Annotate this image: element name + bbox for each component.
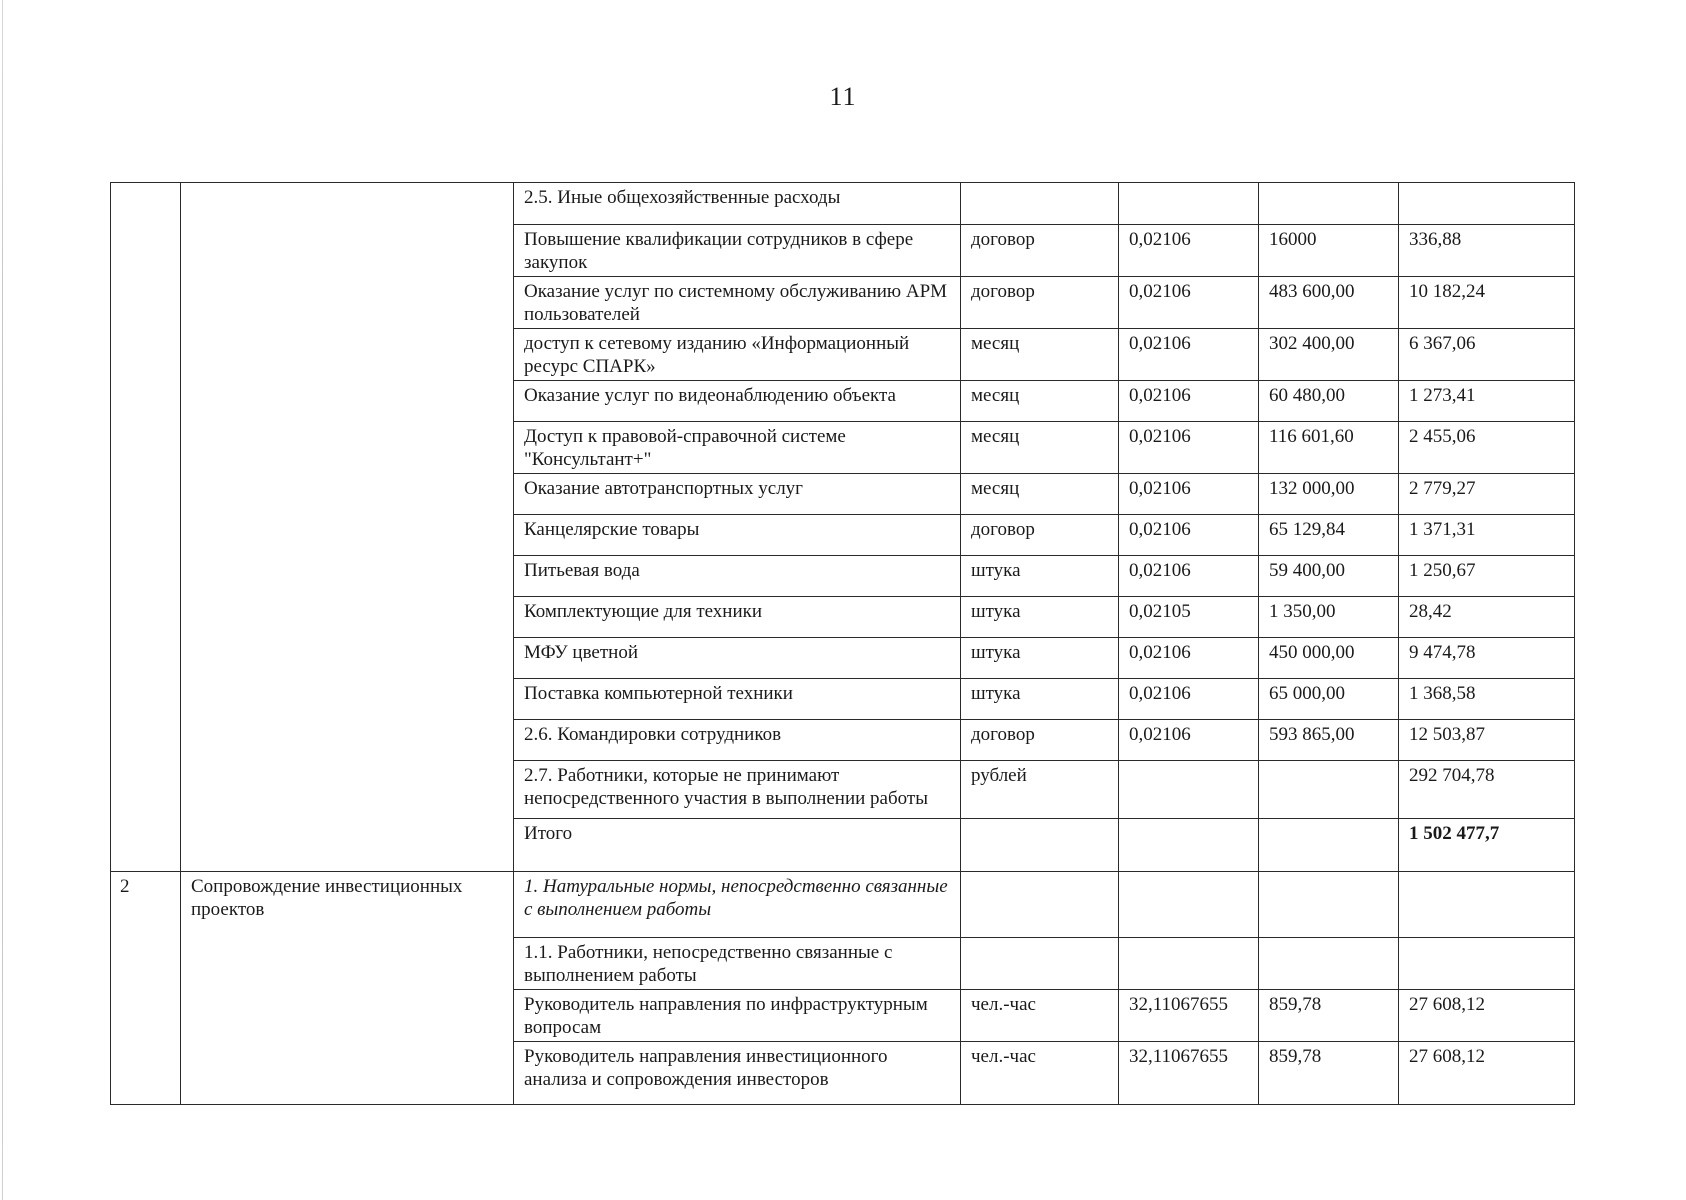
item-name-cell: Повышение квалификации сотрудников в сфере закупок [514, 225, 961, 277]
sum-cell [1399, 183, 1575, 225]
unit-cell: чел.-час [961, 990, 1119, 1042]
item-name-cell: МФУ цветной [514, 638, 961, 679]
coefficient-cell: 0,02106 [1119, 474, 1259, 515]
price-cell: 483 600,00 [1259, 277, 1399, 329]
coefficient-cell: 0,02106 [1119, 329, 1259, 381]
sum-cell: 292 704,78 [1399, 761, 1575, 819]
coefficient-cell: 0,02106 [1119, 422, 1259, 474]
price-cell [1259, 819, 1399, 872]
sum-cell: 2 455,06 [1399, 422, 1575, 474]
unit-cell: штука [961, 556, 1119, 597]
coefficient-cell [1119, 761, 1259, 819]
price-cell: 60 480,00 [1259, 381, 1399, 422]
price-cell: 1 350,00 [1259, 597, 1399, 638]
unit-cell: договор [961, 720, 1119, 761]
coefficient-cell [1119, 819, 1259, 872]
unit-cell: договор [961, 225, 1119, 277]
unit-cell: месяц [961, 381, 1119, 422]
coefficient-cell: 0,02106 [1119, 515, 1259, 556]
coefficient-cell: 0,02106 [1119, 720, 1259, 761]
price-cell [1259, 872, 1399, 938]
item-name-cell: Питьевая вода [514, 556, 961, 597]
page-number: 11 [829, 82, 857, 111]
item-name-cell: 2.7. Работники, которые не принимают непосредственного участия в выполнении работы [514, 761, 961, 819]
item-name-cell: Комплектующие для техники [514, 597, 961, 638]
coefficient-cell: 0,02106 [1119, 381, 1259, 422]
sum-cell: 27 608,12 [1399, 990, 1575, 1042]
coefficient-cell: 32,11067655 [1119, 1042, 1259, 1105]
sum-cell: 12 503,87 [1399, 720, 1575, 761]
work-title-cell [181, 183, 514, 872]
sum-cell: 1 368,58 [1399, 679, 1575, 720]
item-name-cell: Канцелярские товары [514, 515, 961, 556]
price-cell: 859,78 [1259, 990, 1399, 1042]
coefficient-cell [1119, 872, 1259, 938]
unit-cell [961, 872, 1119, 938]
price-cell [1259, 761, 1399, 819]
price-cell: 859,78 [1259, 1042, 1399, 1105]
item-name-cell: Поставка компьютерной техники [514, 679, 961, 720]
row-number-cell [111, 183, 181, 872]
unit-cell: договор [961, 515, 1119, 556]
unit-cell: рублей [961, 761, 1119, 819]
price-cell: 65 129,84 [1259, 515, 1399, 556]
cost-calculation-table [110, 182, 1575, 1105]
price-cell: 116 601,60 [1259, 422, 1399, 474]
unit-cell [961, 183, 1119, 225]
sum-cell: 2 779,27 [1399, 474, 1575, 515]
unit-cell: штука [961, 597, 1119, 638]
row-number-cell: 2 [111, 872, 181, 1105]
table-row [111, 872, 1575, 938]
sum-cell: 1 371,31 [1399, 515, 1575, 556]
sum-cell: 27 608,12 [1399, 1042, 1575, 1105]
item-name-cell: 2.6. Командировки сотрудников [514, 720, 961, 761]
sum-cell: 6 367,06 [1399, 329, 1575, 381]
unit-cell: месяц [961, 474, 1119, 515]
unit-cell: месяц [961, 329, 1119, 381]
coefficient-cell: 0,02106 [1119, 277, 1259, 329]
total-label-cell: Итого [514, 819, 961, 872]
item-name-cell: 1.1. Работники, непосредственно связанные с выполнением работы [514, 938, 961, 990]
coefficient-cell [1119, 183, 1259, 225]
coefficient-cell: 0,02106 [1119, 638, 1259, 679]
item-name-cell: Руководитель направления по инфраструктурным вопросам [514, 990, 961, 1042]
price-cell: 65 000,00 [1259, 679, 1399, 720]
price-cell: 16000 [1259, 225, 1399, 277]
coefficient-cell [1119, 938, 1259, 990]
sum-cell: 10 182,24 [1399, 277, 1575, 329]
item-name-cell: Руководитель направления инвестиционного анализа и сопровождения инвесторов [514, 1042, 961, 1105]
price-cell [1259, 938, 1399, 990]
work-title-cell: Сопровождение инвестиционных проектов [181, 872, 514, 1105]
unit-cell: договор [961, 277, 1119, 329]
item-name-cell: Оказание автотранспортных услуг [514, 474, 961, 515]
coefficient-cell: 0,02106 [1119, 679, 1259, 720]
unit-cell [961, 938, 1119, 990]
price-cell: 59 400,00 [1259, 556, 1399, 597]
total-sum-cell: 1 502 477,7 [1399, 819, 1575, 872]
unit-cell: месяц [961, 422, 1119, 474]
item-name-cell: Оказание услуг по системному обслуживанию АРМ пользователей [514, 277, 961, 329]
table-row [111, 183, 1575, 225]
sum-cell: 1 250,67 [1399, 556, 1575, 597]
unit-cell: штука [961, 679, 1119, 720]
sum-cell: 28,42 [1399, 597, 1575, 638]
item-name-cell: доступ к сетевому изданию «Информационный ресурс СПАРК» [514, 329, 961, 381]
item-name-cell: Доступ к правовой-справочной системе "Консультант+" [514, 422, 961, 474]
scan-edge-line [2, 0, 3, 1200]
price-cell: 132 000,00 [1259, 474, 1399, 515]
sum-cell [1399, 938, 1575, 990]
price-cell: 450 000,00 [1259, 638, 1399, 679]
coefficient-cell: 0,02106 [1119, 225, 1259, 277]
coefficient-cell: 0,02105 [1119, 597, 1259, 638]
price-cell [1259, 183, 1399, 225]
unit-cell: штука [961, 638, 1119, 679]
sum-cell [1399, 872, 1575, 938]
sum-cell: 1 273,41 [1399, 381, 1575, 422]
price-cell: 302 400,00 [1259, 329, 1399, 381]
coefficient-cell: 0,02106 [1119, 556, 1259, 597]
unit-cell [961, 819, 1119, 872]
sum-cell: 9 474,78 [1399, 638, 1575, 679]
coefficient-cell: 32,11067655 [1119, 990, 1259, 1042]
price-cell: 593 865,00 [1259, 720, 1399, 761]
item-name-cell: 1. Натуральные нормы, непосредственно связанные с выполнением работы [514, 872, 961, 938]
unit-cell: чел.-час [961, 1042, 1119, 1105]
sum-cell: 336,88 [1399, 225, 1575, 277]
item-name-cell: 2.5. Иные общехозяйственные расходы [514, 183, 961, 225]
item-name-cell: Оказание услуг по видеонаблюдению объекта [514, 381, 961, 422]
